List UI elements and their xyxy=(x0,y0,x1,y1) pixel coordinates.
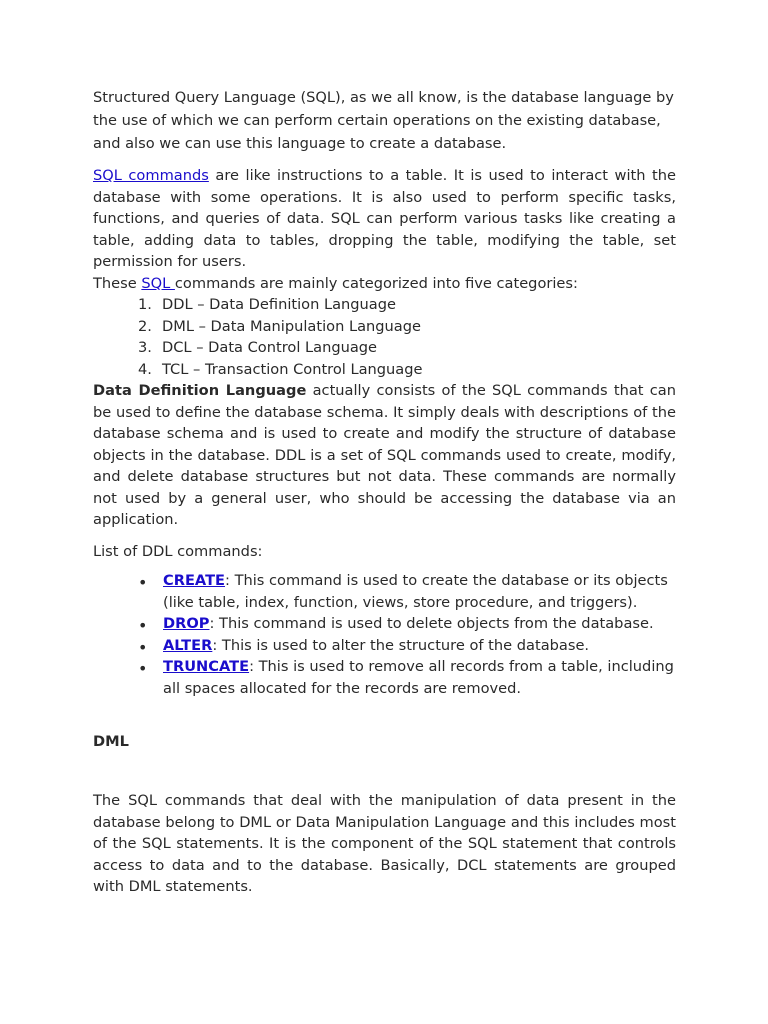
ddl-command-item xyxy=(93,635,676,657)
category-item xyxy=(93,316,676,338)
sql-commands-text: are like instructions to a table. It is used to interact with the database with some operations. It is also used to perform specific tasks, functions, and queries of data. SQL can perform various tasks like creating a table, adding data to tables, dropping the table, modifying the table, set permission for users. xyxy=(93,167,676,270)
truncate-link[interactable]: TRUNCATE xyxy=(163,658,250,675)
intro-paragraph: Structured Query Language (SQL), as we all know, is the database language by the use of which we can perform certain operations on the existing database, and also we can use this language to create a database. xyxy=(93,89,674,152)
create-desc: : This command is used to create the database or its objects (like table, index, function, views, store procedure, and triggers). xyxy=(163,572,668,611)
categories-list xyxy=(93,294,676,380)
drop-link[interactable]: DROP xyxy=(163,615,210,632)
sql-commands-link[interactable]: SQL commands xyxy=(93,167,209,184)
bullet-icon: • xyxy=(138,637,148,657)
bullet-icon: • xyxy=(138,616,148,635)
category-item xyxy=(93,337,676,359)
category-number: 4. xyxy=(138,360,152,378)
bullet-icon: • xyxy=(138,573,148,592)
bullet-icon: • xyxy=(138,659,148,678)
dml-paragraph: The SQL commands that deal with the manipulation of data present in the database belong to DML or Data Manipulation Language and this includes most of the SQL statements. It is the component of the SQL statement that controls access to data and to the database. Basically, DCL statements are grouped with DML statements. xyxy=(93,792,676,895)
category-item xyxy=(93,294,676,316)
category-text: DCL – Data Control Language xyxy=(162,339,378,356)
ddl-commands-list xyxy=(93,570,676,699)
ddl-list-heading: List of DDL commands: xyxy=(93,542,263,560)
category-text: DDL – Data Definition Language xyxy=(162,296,396,313)
drop-desc: : This command is used to delete objects from the database. xyxy=(209,615,654,632)
categories-intro-suffix: commands are mainly categorized into five categories: xyxy=(174,274,578,292)
truncate-desc: : This is used to remove all records from a table, including all spaces allocated for the records are removed. xyxy=(163,658,674,697)
category-text: DML – Data Manipulation Language xyxy=(162,317,421,335)
category-number: 1. xyxy=(138,296,152,313)
ddl-command-item xyxy=(93,656,676,699)
dml-heading: DML xyxy=(93,733,129,750)
category-text: TCL – Transaction Control Language xyxy=(162,360,423,378)
sql-commands-paragraph xyxy=(93,165,676,273)
category-item xyxy=(93,359,676,381)
document-page xyxy=(93,86,676,898)
categories-intro xyxy=(93,273,676,295)
ddl-command-item xyxy=(93,613,676,635)
alter-link[interactable]: ALTER xyxy=(163,636,213,654)
alter-desc: : This is used to alter the structure of the database. xyxy=(212,636,590,654)
category-number: 2. xyxy=(138,317,152,335)
ddl-bold-term: Data Definition Language xyxy=(93,382,307,399)
create-link[interactable]: CREATE xyxy=(163,572,226,589)
category-number: 3. xyxy=(138,339,152,356)
ddl-command-item xyxy=(93,570,676,613)
categories-intro-prefix: These xyxy=(93,274,142,292)
ddl-paragraph xyxy=(93,380,676,531)
ddl-paragraph-text: actually consists of the SQL commands that can be used to define the database schema. It simply deals with descriptions of the database schema and is used to create and modify the structure of database objects in the database. DDL is a set of SQL commands used to create, modify, and delete database structures but not data. These commands are normally not used by a general user, who should be accessing the database via an application. xyxy=(93,382,676,528)
sql-link[interactable]: SQL xyxy=(141,274,175,292)
